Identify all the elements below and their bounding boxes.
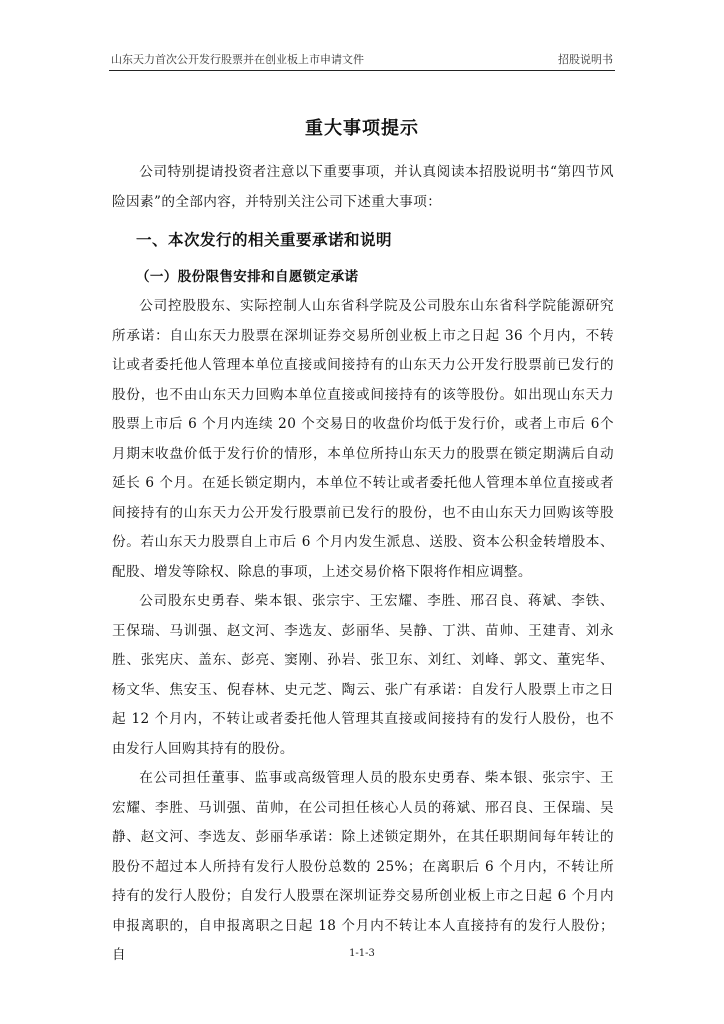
page-number: 1-1-3 (349, 948, 375, 959)
header-document-type: 招股说明书 (558, 53, 613, 66)
body-paragraph: 在公司担任董事、监事或高级管理人员的股东史勇春、柴本银、张宗宇、王宏耀、李胜、马训强、苗帅，在公司担任核心人员的蒋斌、邢召良、王保瑞、吴静、赵文河、李选友、彭丽华承诺：除上述锁定期外，在其任职期间每年转让的股份不超过本人所持有发行人股份总数的 25%；在离职后 6 个月内，不转让所持有的发行人股份；自发行人股票在深圳证券交易所创业板上市之日起 6 个月内申报离职的，自申报离职之日起 18 个月内不转让本人直接持有的发行人股份；自 (112, 770, 614, 963)
subsection-heading: （一）股份限售安排和自愿锁定承诺 (136, 269, 359, 285)
body-paragraph: 公司控股股东、实际控制人山东省科学院及公司股东山东省科学院能源研究所承诺：自山东天力股票在深圳证券交易所创业板上市之日起 36 个月内，不转让或者委托他人管理本单位直接或间接持有的山东天力公开发行股票前已发行的股份，也不由山东天力回购本单位直接或间接持有的该等股份。如出现山东天力股票上市后 6 个月内连续 20 个交易日的收盘价均低于发行价，或者上市后 6个月期末收盘价低于发行价的情形，本单位所持山东天力的股票在锁定期满后自动延长 6 个月。在延长锁定期内，本单位不转让或者委托他人管理本单位直接或者间接持有的山东天力公开发行股票前已发行的股份，也不由山东天力回购该等股份。若山东天力股票自上市后 6 个月内发生派息、送股、资本公积金转增股本、配股、增发等除权、除息的事项，上述交易价格下限将作相应调整。 (112, 298, 614, 580)
section-heading: 一、本次发行的相关重要承诺和说明 (136, 231, 393, 249)
main-content (112, 158, 614, 971)
intro-paragraph: 公司特别提请投资者注意以下重要事项，并认真阅读本招股说明书“第四节风险因素”的全部内容，并特别关注公司下述重大事项： (112, 164, 614, 210)
body-paragraph: 公司股东史勇春、柴本银、张宗宇、王宏耀、李胜、邢召良、蒋斌、李铁、王保瑞、马训强、赵文河、李选友、彭丽华、吴静、丁洪、苗帅、王建青、刘永胜、张宪庆、盖东、彭亮、窦刚、孙岩、张卫东、刘红、刘峰、郭文、董宪华、杨文华、焦安玉、倪春林、史元芝、陶云、张广有承诺：自发行人股票上市之日起 12 个月内，不转让或者委托他人管理其直接或间接持有的发行人股份，也不由发行人回购其持有的股份。 (112, 593, 614, 757)
page-header (109, 48, 615, 71)
header-document-title: 山东天力首次公开发行股票并在创业板上市申请文件 (111, 53, 364, 66)
page-title: 重大事项提示 (305, 118, 419, 139)
